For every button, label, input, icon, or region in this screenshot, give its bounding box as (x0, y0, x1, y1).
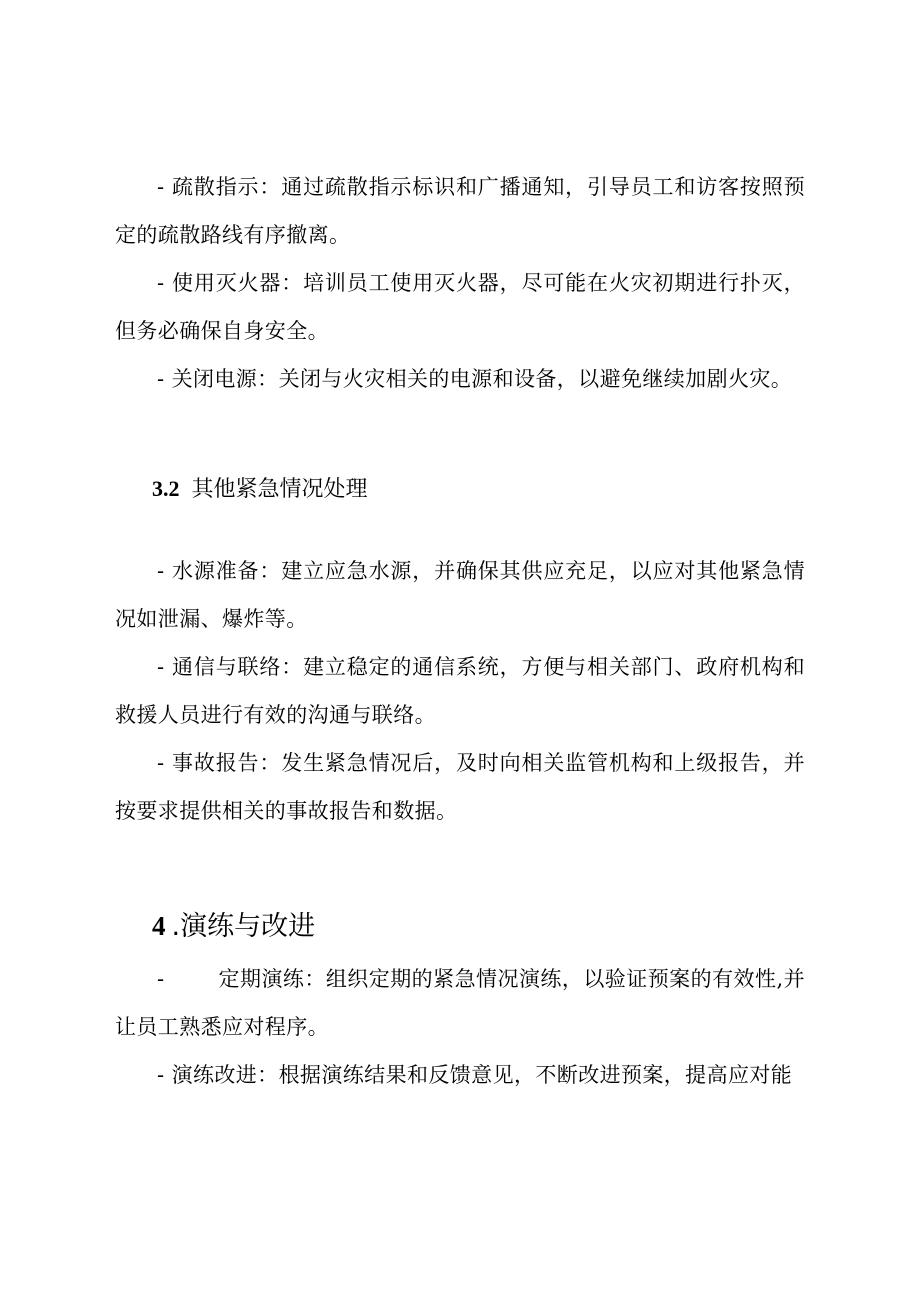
paragraph-power-off: - 关闭电源：关闭与火灾相关的电源和设备，以避免继续加剧火灾。 (157, 367, 793, 391)
paragraph-fire-extinguisher: - 使用灭火器：培训员工使用灭火器，尽可能在火灾初期进行扑灭，但务必确保自身安全。 (115, 271, 805, 343)
section-3-2-number: 3.2 (152, 476, 180, 501)
section-3-2-heading (152, 474, 368, 505)
paragraph-regular-drill (115, 955, 805, 1051)
section-4-heading (152, 908, 315, 945)
drill-dash: - (157, 967, 165, 991)
paragraph-incident-report: - 事故报告：发生紧急情况后，及时向相关监管机构和上级报告，并按要求提供相关的事故报告和数据。 (115, 751, 805, 823)
paragraph-communication: - 通信与联络：建立稳定的通信系统，方便与相关部门、政府机构和救援人员进行有效的沟通与联络。 (115, 655, 805, 727)
paragraph-evacuation: - 疏散指示：通过疏散指示标识和广播通知，引导员工和访客按照预定的疏散路线有序撤离。 (115, 175, 805, 247)
section-3-2-title: 其他紧急情况处理 (191, 477, 368, 502)
section-4-number: 4 (152, 911, 166, 941)
section-4-title: .演练与改进 (171, 911, 316, 942)
paragraph-drill-improvement: - 演练改进：根据演练结果和反馈意见，不断改进预案，提高应对能 (157, 1063, 793, 1087)
drill-text: 定期演练：组织定期的紧急情况演练，以验证预案的有效性,并让员工熟悉应对程序。 (115, 967, 805, 1039)
paragraph-water-supply: - 水源准备：建立应急水源，并确保其供应充足，以应对其他紧急情况如泄漏、爆炸等。 (115, 559, 805, 631)
